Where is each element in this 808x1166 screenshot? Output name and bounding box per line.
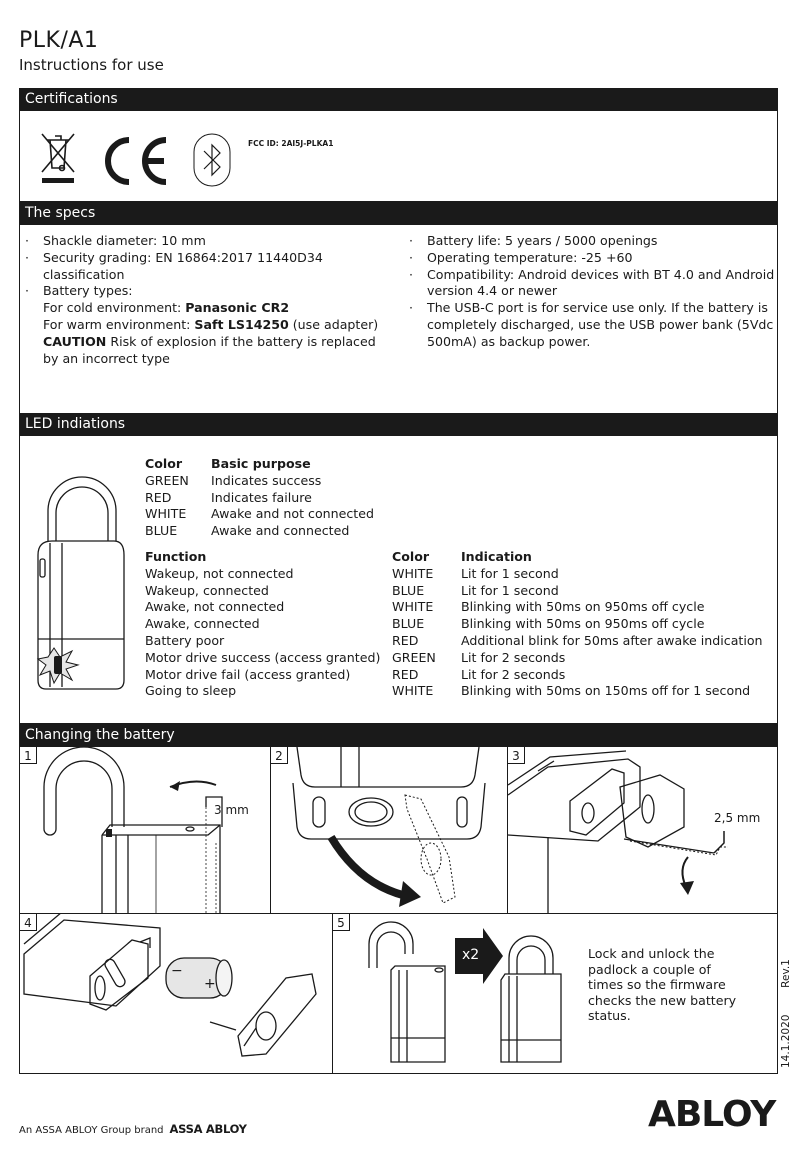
step-4-panel (19, 913, 333, 1074)
table-row: Wakeup, connected BLUE Lit for 1 second (145, 582, 559, 598)
step-3-illustration (508, 747, 777, 913)
document-subtitle: Instructions for use (19, 56, 164, 74)
specs-right-list (403, 233, 775, 351)
table-row: GREEN Indicates success (145, 472, 322, 488)
ce-mark-icon (100, 136, 172, 186)
step-4-illustration (20, 914, 332, 1073)
table-row: Battery poor RED Additional blink for 50ms after awake indication (145, 632, 763, 648)
repeat-badge: x2 (462, 947, 480, 963)
table-row: Motor drive success (access granted) GREEN Lit for 2 seconds (145, 649, 566, 665)
spec-item: · Shackle diameter: 10 mm (19, 233, 391, 250)
table-row: WHITE Awake and not connected (145, 506, 374, 522)
bluetooth-icon (192, 132, 234, 188)
padlock-led-illustration (32, 475, 128, 695)
spec-item: · The USB-C port is for service use only. If the battery is completely discharged, use the USB power bank (5Vdc 500mA) as backup power. (403, 300, 775, 350)
battery-minus-label: − (171, 963, 183, 979)
revision-info: 14.1.2020 Rev.1 (780, 959, 792, 1068)
table-row: Wakeup, not connected WHITE Lit for 1 second (145, 565, 559, 581)
step-2-panel (270, 746, 508, 914)
table-row: Awake, not connected WHITE Blinking with 50ms on 950ms off cycle (145, 599, 705, 615)
weee-bin-icon (38, 128, 78, 184)
step-number: 1 (19, 746, 37, 764)
spec-item: · Compatibility: Android devices with BT 4.0 and Android version 4.4 or newer (403, 267, 775, 301)
table-row: BLUE Awake and connected (145, 523, 350, 539)
document-title: PLK/A1 (19, 28, 99, 53)
caution-line: CAUTION Risk of explosion if the battery is replaced by an incorrect type (43, 333, 376, 366)
spec-item: · Battery life: 5 years / 5000 openings (403, 233, 775, 250)
step-number: 2 (270, 746, 288, 764)
spec-item: · Security grading: EN 16864:2017 11440D34 classification (19, 250, 391, 284)
specs-left-list (19, 233, 391, 367)
step-5-illustration (333, 914, 583, 1073)
step-number: 4 (19, 913, 37, 931)
warm-env-line: For warm environment: Saft LS14250 (use adapter) (43, 316, 379, 332)
specs-heading: The specs (19, 202, 778, 224)
table-row: Going to sleep WHITE Blinking with 50ms on 150ms off for 1 second (145, 683, 751, 699)
step-5-instruction: Lock and unlock the padlock a couple of times so the firmware checks the new battery status. (588, 946, 737, 1023)
step-1-panel (19, 746, 271, 914)
footer-brand-line: An ASSA ABLOY Group brand ASSA ABLOY (19, 1122, 247, 1136)
step-number: 5 (332, 913, 350, 931)
table-row: RED Indicates failure (145, 489, 312, 505)
spec-item: · Operating temperature: -25 +60 (403, 250, 775, 267)
step-number: 3 (507, 746, 525, 764)
hex-key-size-label: 2,5 mm (714, 811, 761, 825)
cold-env-line: For cold environment: Panasonic CR2 (43, 300, 290, 316)
abloy-logo: ABLOY (648, 1094, 776, 1135)
certifications-heading: Certifications (19, 88, 778, 110)
assa-abloy-logo: ASSA ABLOY (169, 1122, 247, 1136)
hex-key-size-label: 3 mm (214, 803, 249, 817)
spec-item-battery (19, 283, 391, 367)
table-header: Function Color Indication (145, 549, 532, 564)
table-row: Motor drive fail (access granted) RED Lit for 2 seconds (145, 666, 566, 682)
battery-types-label: · Battery types: (43, 283, 133, 299)
step-3-panel (507, 746, 778, 914)
led-heading: LED indiations (19, 413, 778, 435)
led-functions-table (145, 549, 775, 700)
step-2-illustration (271, 747, 507, 913)
battery-heading: Changing the battery (19, 724, 778, 746)
led-colors-table (145, 456, 445, 540)
fcc-id: FCC ID: 2AI5J-PLKA1 (248, 139, 334, 148)
step-1-illustration (20, 747, 270, 913)
battery-plus-label: + (204, 976, 216, 992)
table-header: Color Basic purpose (145, 456, 311, 471)
table-row: Awake, connected BLUE Blinking with 50ms on 950ms off cycle (145, 616, 705, 632)
